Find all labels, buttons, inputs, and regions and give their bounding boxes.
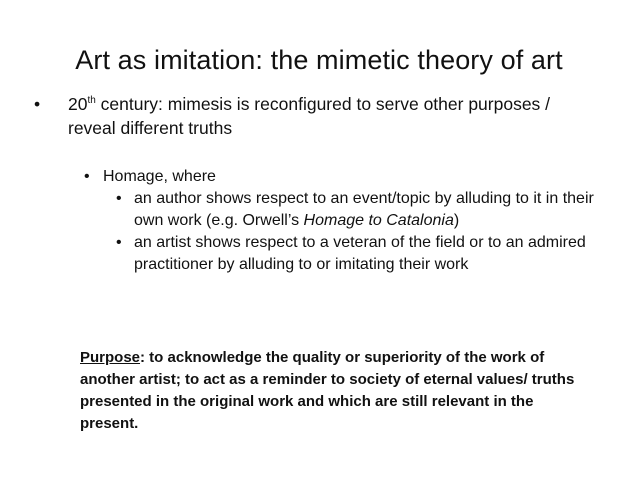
bullet-text: an artist shows respect to a veteran of the field or to an admired practitioner by alluding to or imitating their work — [134, 234, 586, 273]
century-superscript: th — [87, 95, 96, 107]
bullet-body: century: mimesis is reconfigured to serve other purposes / reveal different truths — [68, 94, 551, 138]
purpose-paragraph — [80, 347, 580, 435]
bullet-marker: • — [116, 190, 122, 207]
bullet-text: Homage, where — [103, 168, 216, 185]
bullet-marker: • — [116, 234, 122, 251]
purpose-text: : to acknowledge the quality or superiority of the work of another artist; to act as a reminder to society of eternal values/ truths presented in the original work and which are still relevant in the present. — [80, 349, 575, 432]
purpose-label: Purpose — [80, 349, 141, 366]
century-number: 20 — [68, 94, 88, 114]
bullet-20th-century — [34, 92, 594, 140]
bullet-text — [134, 188, 596, 232]
bullet-artist-respect — [116, 232, 596, 276]
bullet-body-end: ) — [453, 212, 460, 229]
bullet-marker: • — [34, 94, 41, 114]
bullet-marker: • — [84, 168, 90, 185]
book-title: Homage to Catalonia — [303, 212, 454, 229]
bullet-homage — [84, 166, 216, 188]
slide-title: Art as imitation: the mimetic theory of art — [75, 45, 563, 75]
bullet-body: an author shows respect to an event/topic by alluding to it in their own work (e.g. Orwell’s — [134, 190, 594, 229]
bullet-author-respect — [116, 188, 596, 232]
bullet-text — [68, 92, 594, 140]
